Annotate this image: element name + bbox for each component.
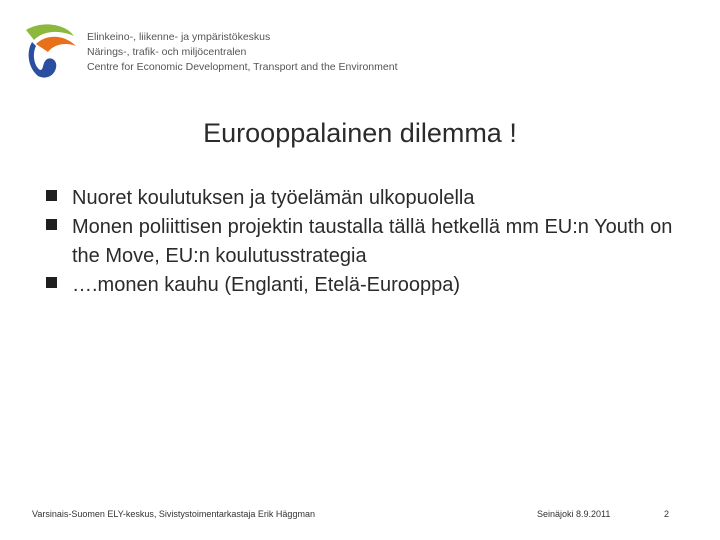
square-bullet-icon bbox=[46, 190, 57, 201]
bullet-text: Nuoret koulutuksen ja työelämän ulkopuolella bbox=[72, 187, 475, 209]
org-line-finnish: Elinkeino-, liikenne- ja ympäristökeskus bbox=[87, 31, 271, 43]
bullet-list bbox=[44, 184, 684, 300]
square-bullet-icon bbox=[46, 277, 57, 288]
footer-author: Varsinais-Suomen ELY-keskus, Sivistystoimentarkastaja Erik Häggman bbox=[32, 509, 315, 519]
org-line-english: Centre for Economic Development, Transport and the Environment bbox=[87, 61, 398, 73]
bullet-item bbox=[44, 213, 684, 271]
ely-logo-icon bbox=[22, 22, 80, 80]
square-bullet-icon bbox=[46, 219, 57, 230]
footer-date: Seinäjoki 8.9.2011 bbox=[537, 509, 611, 519]
organization-name bbox=[87, 30, 398, 75]
page-number: 2 bbox=[664, 509, 670, 519]
slide-title: Eurooppalainen dilemma ! bbox=[203, 118, 517, 148]
bullet-item bbox=[44, 271, 684, 300]
bullet-item bbox=[44, 184, 684, 213]
bullet-text: Monen poliittisen projektin taustalla tällä hetkellä mm EU:n Youth on the Move, EU:n koulutusstrategia bbox=[72, 216, 673, 267]
bullet-text: ….monen kauhu (Englanti, Etelä-Eurooppa) bbox=[72, 274, 461, 296]
org-line-swedish: Närings-, trafik- och miljöcentralen bbox=[87, 46, 247, 58]
